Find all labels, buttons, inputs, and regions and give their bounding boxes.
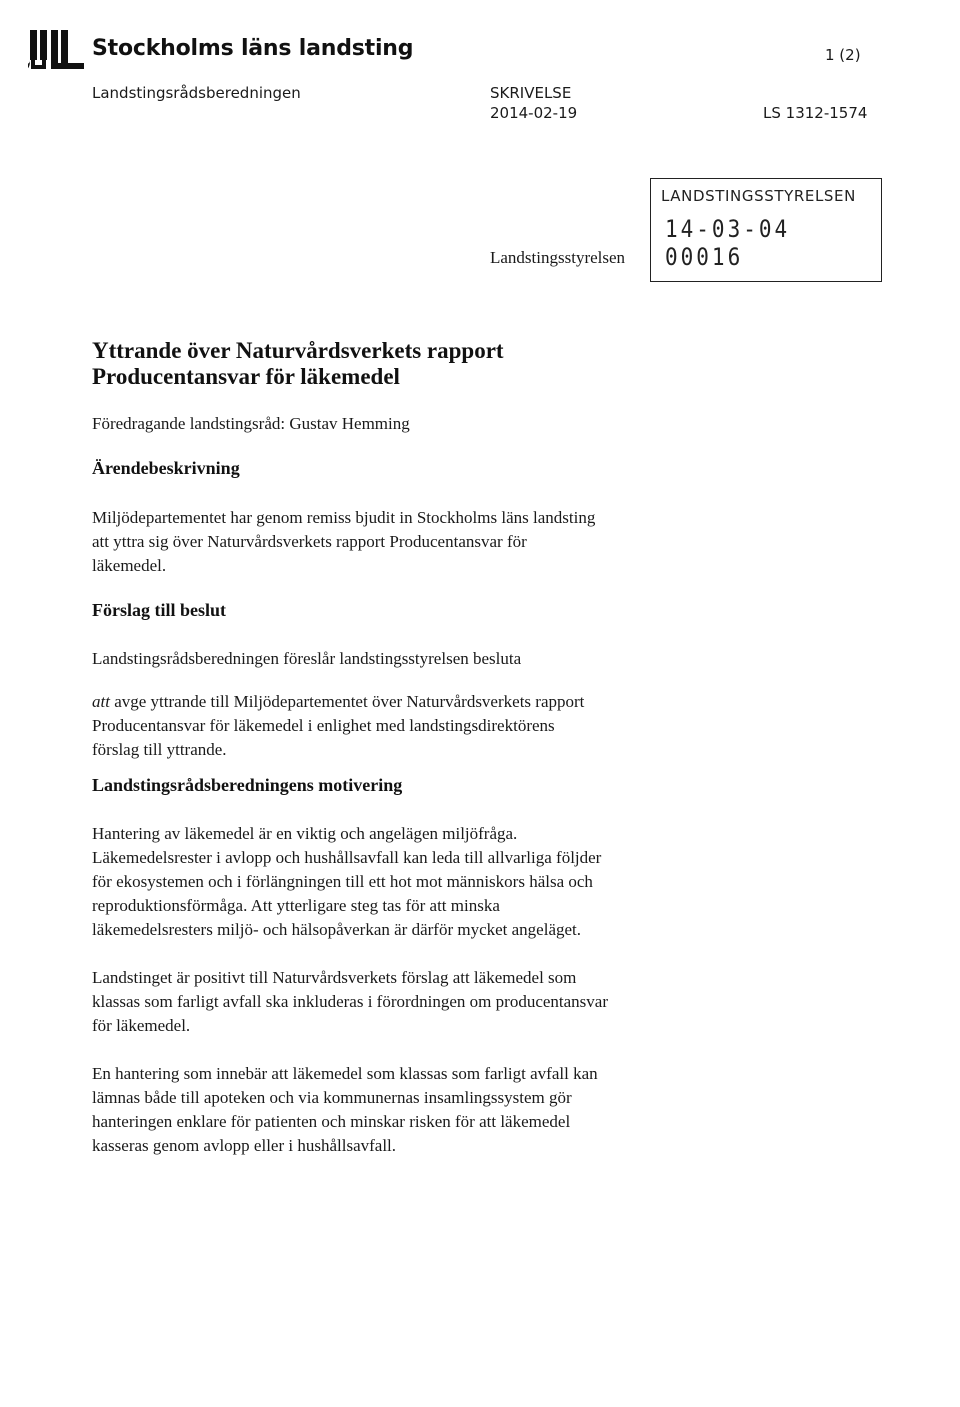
heading-proposal: Förslag till beslut [92, 600, 226, 620]
document-date: 2014-02-19 [490, 104, 578, 122]
document-type: SKRIVELSE [490, 84, 572, 102]
text-line: för läkemedel. [92, 1016, 191, 1035]
sll-logo [28, 30, 86, 70]
proposal-decision [92, 690, 732, 762]
text-line: för ekosystemen och i förlängningen till ett hot mot människors hälsa och [92, 872, 593, 891]
text-line: En hantering som innebär att läkemedel som klassas som farligt avfall kan [92, 1064, 598, 1083]
stamp-title: LANDSTINGSSTYRELSEN [661, 187, 856, 205]
heading-case-description: Ärendebeskrivning [92, 458, 240, 478]
case-description-text [92, 506, 732, 578]
department: Landstingsrådsberedningen [92, 84, 301, 102]
presenter: Föredragande landstingsråd: Gustav Hemming [92, 414, 410, 433]
page-number: 1 (2) [825, 46, 861, 64]
text-line: läkemedelsresters miljö- och hälsopåverkan är därför mycket angeläget. [92, 920, 582, 939]
motivation-paragraph-3 [92, 1062, 732, 1158]
text-line: lämnas både till apoteken och via kommunernas insamlingssystem gör [92, 1088, 572, 1107]
text-line: Hantering av läkemedel är en viktig och angelägen miljöfråga. [92, 824, 518, 843]
motivation-paragraph-1 [92, 822, 732, 942]
text-line: att yttra sig över Naturvårdsverkets rapport Producentansvar för [92, 532, 527, 551]
att-line-rest: avge yttrande till Miljödepartementet över Naturvårdsverkets rapport [109, 692, 585, 711]
received-stamp [650, 178, 882, 282]
text-line: förslag till yttrande. [92, 740, 227, 759]
recipient: Landstingsstyrelsen [490, 248, 626, 267]
stamp-number: 14-03-04 00016 [665, 215, 791, 271]
text-line [92, 690, 732, 714]
proposal-intro: Landstingsrådsberedningen föreslår landstingsstyrelsen besluta [92, 649, 522, 668]
text-line: hanteringen enklare för patienten och minskar risken för att läkemedel [92, 1112, 571, 1131]
text-line: reproduktionsförmåga. Att ytterligare steg tas för att minska [92, 896, 500, 915]
text-line: kasseras genom avlopp eller i hushållsavfall. [92, 1136, 397, 1155]
document-title-line-2: Producentansvar för läkemedel [92, 364, 400, 389]
att-word: att [92, 692, 110, 711]
motivation-paragraph-2 [92, 966, 732, 1038]
document-title-line-1: Yttrande över Naturvårdsverkets rapport [92, 338, 504, 363]
text-line: klassas som farligt avfall ska inkluderas i förordningen om producentansvar [92, 992, 609, 1011]
text-line: Producentansvar för läkemedel i enlighet med landstingsdirektörens [92, 716, 555, 735]
text-line: Landstinget är positivt till Naturvårdsverkets förslag att läkemedel som [92, 968, 577, 987]
text-line: Miljödepartementet har genom remiss bjudit in Stockholms läns landsting [92, 508, 596, 527]
heading-motivation: Landstingsrådsberedningens motivering [92, 775, 403, 795]
reference-number: LS 1312-1574 [763, 104, 868, 122]
text-line: Läkemedelsrester i avlopp och hushållsavfall kan leda till allvarliga följder [92, 848, 602, 867]
text-line: läkemedel. [92, 556, 167, 575]
organization-name: Stockholms läns landsting [92, 36, 414, 61]
